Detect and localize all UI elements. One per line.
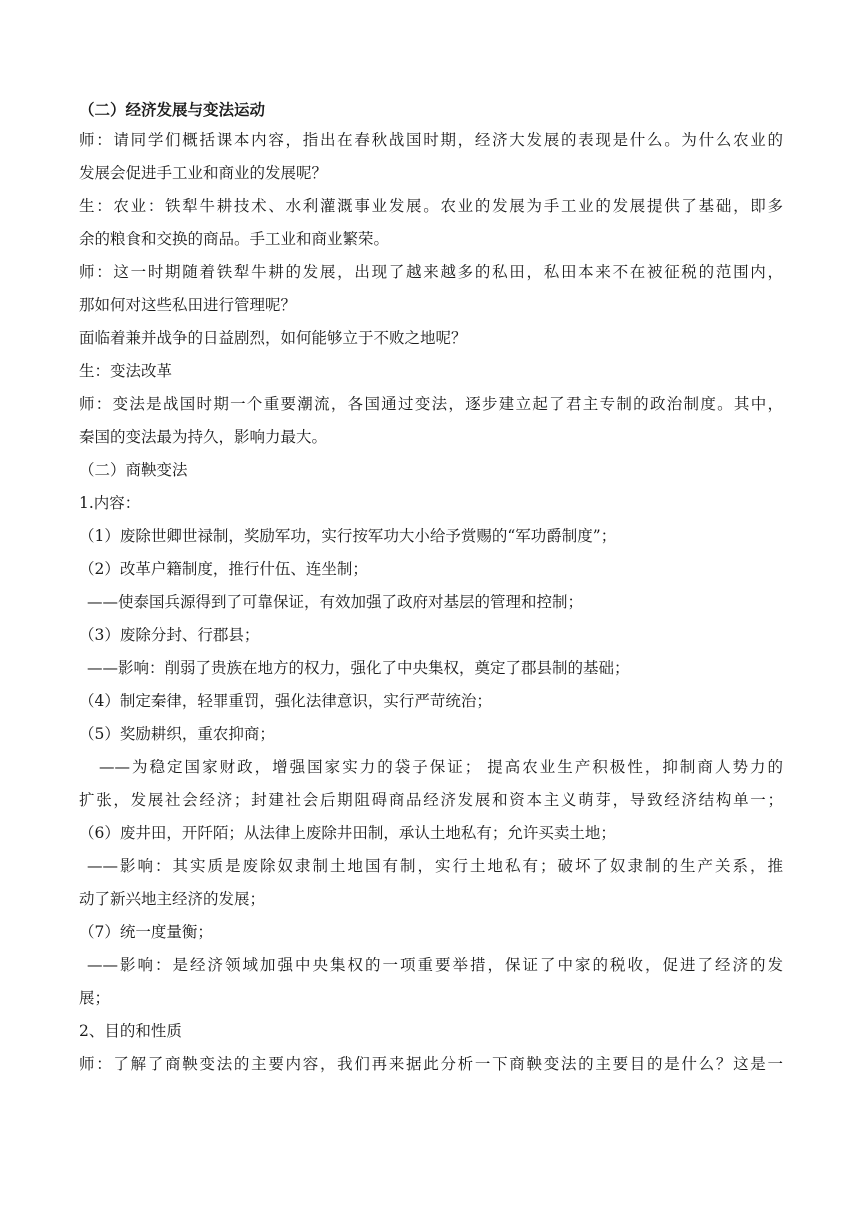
paragraph-line: 生：变法改革 xyxy=(79,362,173,380)
paragraph-line: 生：农业：铁犁牛耕技术、水利灌溉事业发展。农业的发展为手工业的发展提供了基础，即多 xyxy=(79,197,783,215)
subsection-heading: 2、目的和性质 xyxy=(79,1022,182,1040)
paragraph-line: 那如何对这些私田进行管理呢？ xyxy=(79,296,297,314)
list-item: （7）统一度量衡； xyxy=(79,923,213,941)
list-item-note: ——影响：削弱了贵族在地方的权力，强化了中央集权，奠定了郡县制的基础； xyxy=(87,659,630,677)
list-item: （3）废除分封、行郡县； xyxy=(79,626,260,644)
list-item: （1）废除世卿世禄制，奖励军功，实行按军功大小给予赏赐的“军功爵制度”； xyxy=(79,527,617,545)
list-item: （2）改革户籍制度，推行什伍、连坐制； xyxy=(79,560,368,578)
paragraph-line: 师：这一时期随着铁犁牛耕的发展，出现了越来越多的私田，私田本来不在被征税的范围内， xyxy=(79,263,783,281)
list-item-note: 展； xyxy=(79,989,111,1007)
paragraph-line: 师：变法是战国时期一个重要潮流，各国通过变法，逐步建立起了君主专制的政治制度。其中， xyxy=(79,395,783,413)
paragraph-line: 秦国的变法最为持久，影响力最大。 xyxy=(79,428,328,446)
list-item-note: 动了新兴地主经济的发展； xyxy=(79,890,266,908)
paragraph-line: 面临着兼并战争的日益剧烈，如何能够立于不败之地呢？ xyxy=(79,329,467,347)
paragraph-line: 发展会促进手工业和商业的发展呢？ xyxy=(79,164,328,182)
paragraph-line: 余的粮食和交换的商品。手工业和商业繁荣。 xyxy=(79,230,390,248)
document-body xyxy=(79,96,783,1081)
list-heading: 1.内容： xyxy=(79,494,141,512)
section-heading: （二）经济发展与变法运动 xyxy=(79,100,266,119)
list-item-note: 扩张，发展社会经济；封建社会后期阻碍商品经济发展和资本主义萌芽，导致经济结构单一； xyxy=(79,791,783,809)
list-item: （4）制定秦律，轻罪重罚，强化法律意识，实行严苛统治； xyxy=(79,692,492,710)
list-item: （5）奖励耕织，重农抑商； xyxy=(79,725,275,743)
list-item-note: ——使泰国兵源得到了可靠保证，有效加强了政府对基层的管理和控制； xyxy=(87,593,584,611)
list-item-note: ——影响：其实质是废除奴隶制土地国有制，实行土地私有；破坏了奴隶制的生产关系，推 xyxy=(87,857,783,875)
list-item-note: ——为稳定国家财政，增强国家实力的袋子保证； 提高农业生产积极性，抑制商人势力的 xyxy=(99,758,783,776)
paragraph-line: 师：请同学们概括课本内容，指出在春秋战国时期，经济大发展的表现是什么。为什么农业的 xyxy=(79,131,783,149)
subsection-heading: （二）商鞅变法 xyxy=(79,461,188,479)
list-item: （6）废井田，开阡陌；从法律上废除井田制，承认土地私有；允许买卖土地； xyxy=(79,824,616,842)
paragraph-line: 师：了解了商鞅变法的主要内容，我们再来据此分析一下商鞅变法的主要目的是什么？这是一 xyxy=(79,1055,783,1073)
list-item-note: ——影响：是经济领域加强中央集权的一项重要举措，保证了中家的税收，促进了经济的发 xyxy=(87,956,783,974)
